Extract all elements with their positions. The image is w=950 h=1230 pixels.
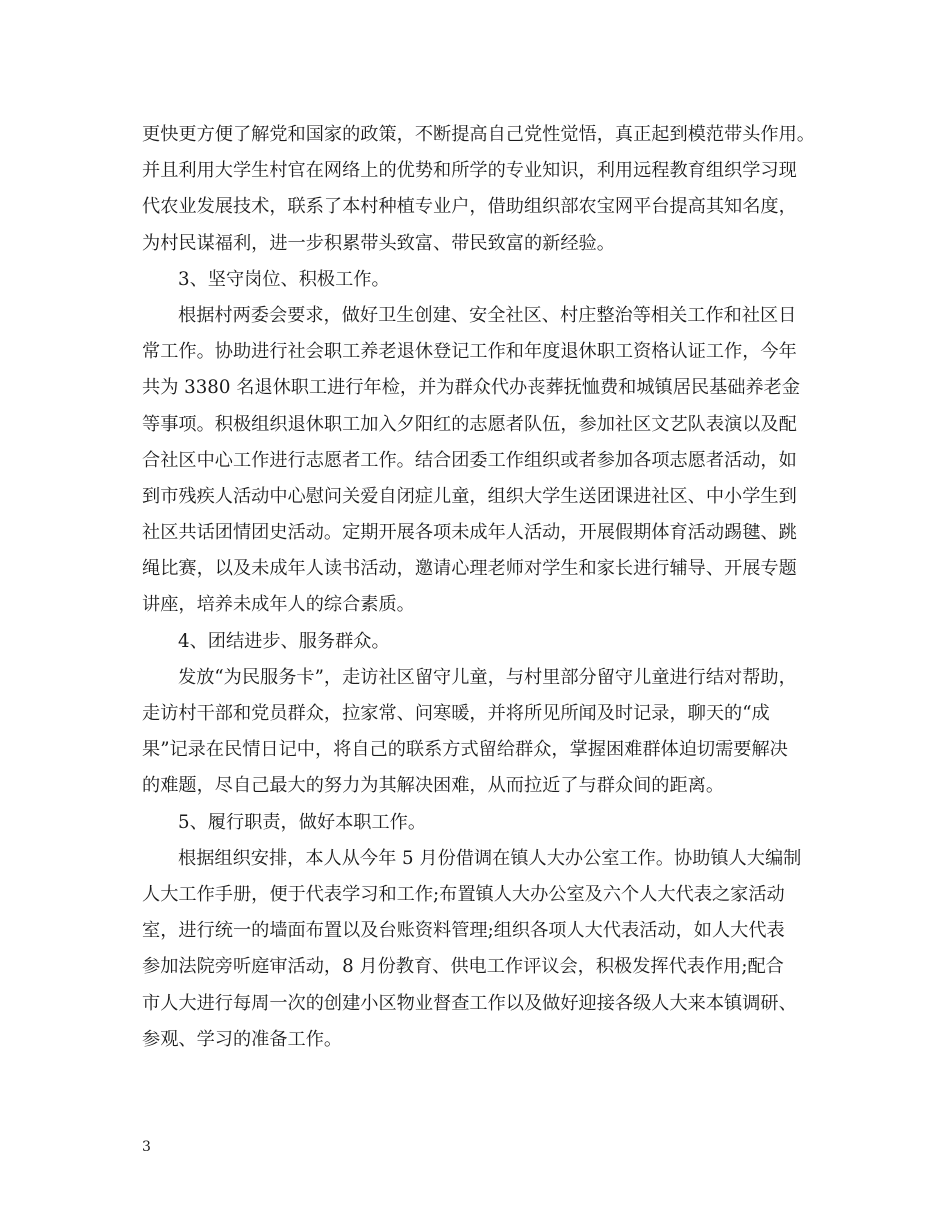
text-line: 社区共话团情团史活动。定期开展各项未成年人活动，开展假期体育活动踢毽、跳	[142, 522, 797, 544]
text-line: 发放“为民服务卡”，走访社区留守儿童，与村里部分留守儿童进行结对帮助，	[178, 666, 797, 688]
text-line: 的难题，尽自己最大的努力为其解决困难，从而拉近了与群众间的距离。	[142, 775, 725, 797]
text-line: 根据村两委会要求，做好卫生创建、安全社区、村庄整治等相关工作和社区日	[178, 304, 797, 326]
text-line: 参观、学习的准备工作。	[142, 1028, 343, 1050]
text-line: 代农业发展技术，联系了本村种植专业户，借助组织部农宝网平台提高其知名度，	[142, 196, 797, 218]
text-line: 常工作。协助进行社会职工养老退休登记工作和年度退休职工资格认证工作，今年	[142, 341, 797, 363]
text-line: 果”记录在民情日记中，将自己的联系方式留给群众，掌握困难群体迫切需要解决	[142, 739, 788, 761]
text-line: 人大工作手册，便于代表学习和工作;布置镇人大办公室及六个人大代表之家活动	[142, 883, 785, 905]
text-line: 3、坚守岗位、积极工作。	[178, 268, 390, 290]
text-line: 参加法院旁听庭审活动，8 月份教育、供电工作评议会，积极发挥代表作用;配合	[142, 956, 784, 978]
text-line: 室，进行统一的墙面布置以及台账资料管理;组织各项人大代表活动，如人大代表	[142, 920, 785, 942]
text-line: 市人大进行每周一次的创建小区物业督查工作以及做好迎接各级人大来本镇调研、	[142, 992, 797, 1014]
text-line: 为村民谋福利，进一步积累带头致富、带民致富的新经验。	[142, 232, 615, 254]
text-line: 绳比赛，以及未成年人读书活动，邀请心理老师对学生和家长进行辅导、开展专题	[142, 558, 797, 580]
text-line: 共为 3380 名退休职工进行年检，并为群众代办丧葬抚恤费和城镇居民基础养老金	[142, 377, 801, 399]
text-line: 更快更方便了解党和国家的政策，不断提高自己党性觉悟，真正起到模范带头作用。	[142, 124, 815, 145]
text-line: 讲座，培养未成年人的综合素质。	[142, 594, 415, 616]
text-line: 并且利用大学生村官在网络上的优势和所学的专业知识，利用远程教育组织学习现	[142, 160, 797, 182]
text-line: 4、团结进步、服务群众。	[178, 630, 390, 652]
text-line: 合社区中心工作进行志愿者工作。结合团委工作组织或者参加各项志愿者活动，如	[142, 449, 797, 471]
text-line: 走访村干部和党员群众，拉家常、问寒暖，并将所见所闻及时记录，聊天的“成	[142, 703, 770, 724]
text-line: 到市残疾人活动中心慰问关爱自闭症儿童，组织大学生送团课进社区、中小学生到	[142, 485, 797, 507]
text-line: 等事项。积极组织退休职工加入夕阳红的志愿者队伍，参加社区文艺队表演以及配	[142, 413, 797, 435]
text-line: 根据组织安排，本人从今年 5 月份借调在镇人大办公室工作。协助镇人大编制	[178, 847, 802, 869]
text-line: 5、履行职责，做好本职工作。	[178, 811, 427, 833]
page-number: 3	[142, 1139, 151, 1155]
document-body	[142, 117, 822, 1058]
